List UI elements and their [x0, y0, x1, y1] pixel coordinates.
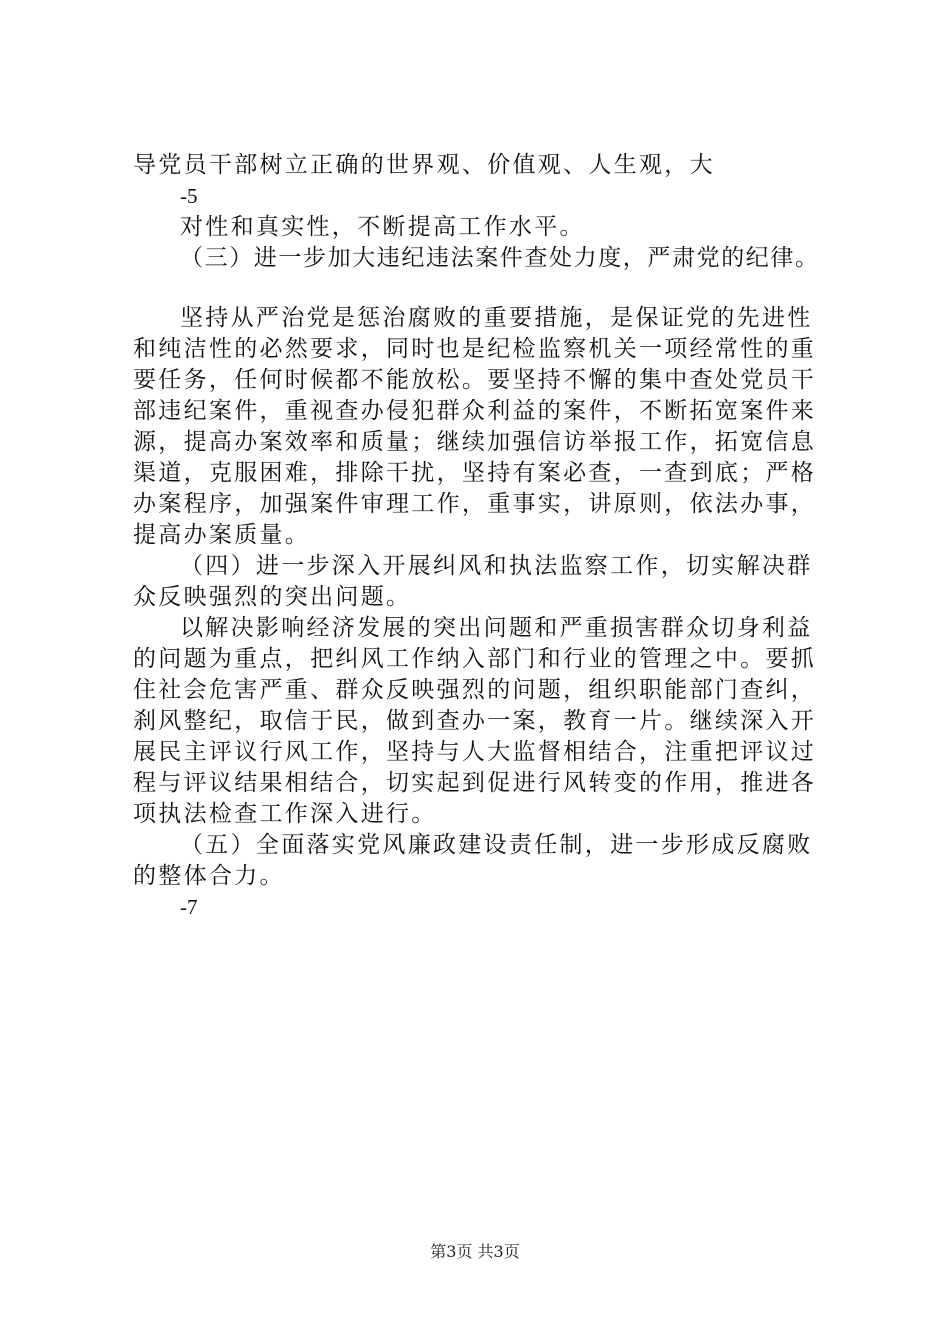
text-line: 的问题为重点，把纠风工作纳入部门和行业的管理之中。要抓: [133, 646, 817, 672]
text-line: 众反映强烈的突出问题。: [133, 584, 412, 610]
paragraph-gap: [133, 274, 833, 303]
text-line: 程与评议结果相结合，切实起到促进行风转变的作用，推进各: [133, 770, 817, 796]
text-line: 以解决影响经济发展的突出问题和严重损害群众切身利益: [180, 615, 813, 641]
text-line: 渠道，克服困难，排除干扰，坚持有案必查，一查到底；严格: [133, 460, 817, 486]
page-marker: -7: [180, 895, 198, 919]
text-line: 部违纪案件，重视查办侵犯群众利益的案件，不断拓宽案件来: [133, 398, 817, 424]
text-line: 住社会危害严重、群众反映强烈的问题，组织职能部门查纠，: [133, 677, 817, 703]
section-heading: （五）全面落实党风廉政建设责任制，进一步形成反腐败: [180, 832, 813, 858]
section-heading: （三）进一步加大违纪违法案件查处力度，严肃党的纪律。: [180, 245, 820, 271]
text-line: 对性和真实性，不断提高工作水平。: [180, 214, 585, 240]
text-line: 提高办案质量。: [133, 522, 311, 548]
text-line: 刹风整纪，取信于民，做到查办一案，教育一片。继续深入开: [133, 708, 817, 734]
page-marker: -5: [180, 184, 198, 208]
document-body: [133, 150, 833, 923]
text-line: 项执法检查工作深入进行。: [133, 801, 437, 827]
text-line: 要任务，任何时候都不能放松。要坚持不懈的集中查处党员干: [133, 367, 817, 393]
text-line: 源，提高办案效率和质量；继续加强信访举报工作，拓宽信息: [133, 429, 817, 455]
text-line: 坚持从严治党是惩治腐败的重要措施，是保证党的先进性: [180, 305, 813, 331]
text-line: 导党员干部树立正确的世界观、价值观、人生观，大: [133, 152, 715, 178]
page-footer: 第3页 共3页: [430, 1242, 520, 1261]
text-line: 展民主评议行风工作，坚持与人大监督相结合，注重把评议过: [133, 739, 817, 765]
text-line: 办案程序，加强案件审理工作，重事实，讲原则，依法办事，: [133, 491, 817, 517]
text-line: 的整体合力。: [133, 863, 285, 889]
section-heading: （四）进一步深入开展纠风和执法监察工作，切实解决群: [180, 553, 813, 579]
text-line: 和纯洁性的必然要求，同时也是纪检监察机关一项经常性的重: [133, 336, 817, 362]
